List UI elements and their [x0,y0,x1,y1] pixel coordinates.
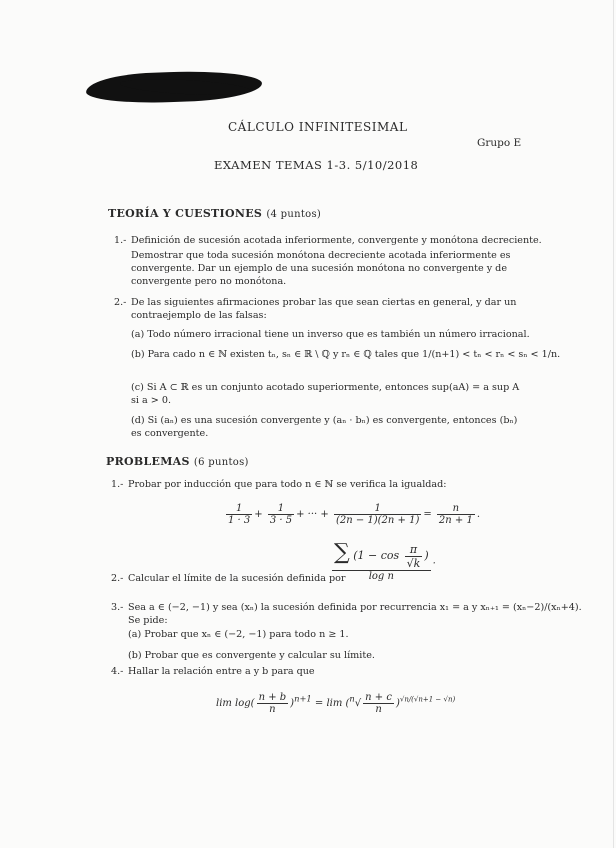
question-2d: (d) Si (aₙ) es una sucesión convergente y (aₙ · bₙ) es convergente, entonces (bₙ) es convergente. [131,415,518,439]
problem-1-text: Probar por inducción que para todo n ∈ ℕ se verifica la igualdad: [128,479,447,490]
problem-3-number: 3.- [111,602,124,613]
problems-heading-text: PROBLEMAS [106,455,190,468]
question-2a: (a) Todo número irracional tiene un inverso que es también un número irracional. [131,329,530,340]
problem-3-prompt: Se pide: [128,615,168,626]
theory-heading-text: TEORÍA Y CUESTIONES [108,207,263,220]
problem-4-number: 4.- [111,666,124,677]
question-1-body: Demostrar que toda sucesión monótona decreciente acotada inferiormente es convergente. Dar un ejemplo de una sucesión monótona no convergente y de convergente pero no monótona. [131,250,511,287]
question-1-number: 1.- [114,235,127,246]
p1-term2: $\frac{1}{3 \cdot 5}$ [269,503,293,526]
problem-2-formula: ∑ (1 − cos $\frac{\pi}{√k}$ ) log n . [334,540,436,582]
problem-3-text: Sea a ∈ (−2, −1) y sea (xₙ) la sucesión definida por recurrencia x₁ = a y xₙ₊₁ = (xₙ−2)/(xₙ+4). [128,602,582,613]
p1-rhs: $\frac{n}{2n + 1}$ [438,503,473,526]
question-2-number: 2.- [114,297,127,308]
problem-4-formula: lim log( $\frac{n + b}{n}$ )$^{n+1}$ = lim ($^n$√ $\frac{n + c}{n}$ )$^{√n/(√n+1 - √n)}$ [216,692,456,715]
group-label: Grupo E [477,137,522,149]
p1-term1: $\frac{1}{1 \cdot 3}$ [228,503,251,526]
question-2-intro: De las siguientes afirmaciones probar las que sean ciertas en general, y dar un contraejemplo de las falsas: [131,297,517,321]
p1-termn: $\frac{1}{(2n - 1)(2n + 1)}$ [335,503,420,526]
problem-3a: (a) Probar que xₙ ∈ (−2, −1) para todo n ≥ 1. [128,629,349,640]
theory-points: (4 puntos) [266,209,322,220]
course-title: CÁLCULO INFINITESIMAL [228,120,408,134]
question-2c: (c) Si A ⊂ ℝ es un conjunto acotado superiormente, entonces sup(aA) = a sup A si a > 0. [131,382,520,406]
theory-heading [108,207,321,220]
problem-3b: (b) Probar que es convergente y calcular su límite. [128,650,375,661]
question-1-line1: Definición de sucesión acotada inferiormente, convergente y monótona decreciente. [131,235,542,246]
p2-fraction: ∑ (1 − cos $\frac{\pi}{√k}$ ) log n [334,540,429,582]
problem-2-text: Calcular el límite de la sucesión definida por [128,573,346,584]
problems-points: (6 puntos) [193,457,249,468]
scan-edge [613,0,614,848]
question-2b: (b) Para cado n ∈ ℕ existen tₙ, sₙ ∈ ℝ \ ℚ y rₙ ∈ ℚ tales que 1/(n+1) < tₙ < rₙ < sₙ < 1/n. [131,349,561,360]
problem-2-number: 2.- [111,573,124,584]
problem-4-text: Hallar la relación entre a y b para que [128,666,315,677]
problem-1-formula: $\frac{1}{1 \cdot 3}$ + $\frac{1}{3 \cdot 5}$ + ··· + $\frac{1}{(2n - 1)(2n + 1)}$ = $\frac{n}{2n + 1}$ . [228,503,481,526]
problems-heading [106,455,249,468]
problem-1-number: 1.- [111,479,124,490]
exam-subtitle: EXAMEN TEMAS 1-3. 5/10/2018 [214,158,419,172]
